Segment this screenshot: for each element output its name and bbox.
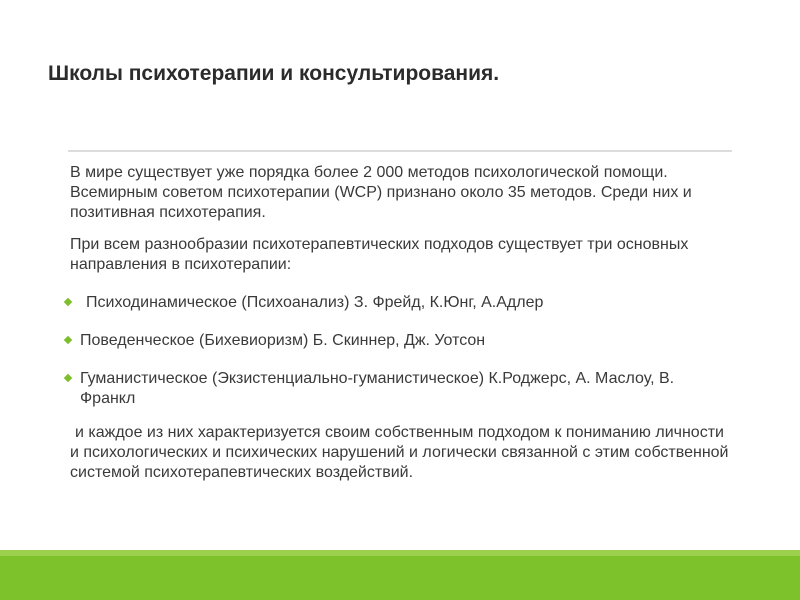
list-item-label: Поведенческое (Бихевиоризм) Б. Скиннер, Дж. Уотсон	[80, 332, 486, 349]
footer-accent-highlight	[0, 550, 800, 556]
list-item-psychodynamic	[40, 293, 730, 313]
intro-paragraph: В мире существует уже порядка более 2 000 методов психологической помощи. Всемирным советом психотерапии (WCP) признано около 35 методов. Среди них и позитивная психотерапия.	[70, 164, 692, 221]
slide-body	[40, 163, 730, 483]
diamond-icon	[64, 298, 72, 306]
closing-paragraph	[40, 423, 730, 483]
footer-accent-bar	[0, 550, 800, 600]
closing-text: и каждое из них характеризуется своим собственным подходом к пониманию личности и психологических и психических нарушений и логически связанной с этим собственной системой психотерапевтических воздействий.	[70, 424, 729, 481]
list-item-label: Психодинамическое (Психоанализ) З. Фрейд, К.Юнг, А.Адлер	[86, 294, 544, 311]
list-item-behavioral	[40, 331, 730, 351]
slide-title: Школы психотерапии и консультирования.	[48, 62, 500, 85]
diamond-icon	[64, 374, 72, 382]
directions-list	[40, 293, 730, 409]
directions-paragraph: При всем разнообразии психотерапевтических подходов существует три основных направления в психотерапии:	[70, 236, 689, 273]
diamond-icon	[64, 336, 72, 344]
list-item-humanistic	[40, 369, 730, 409]
title-divider	[68, 150, 732, 152]
list-item-label: Гуманистическое (Экзистенциально-гуманистическое) К.Роджерс, А. Маслоу, В. Франкл	[80, 370, 675, 407]
